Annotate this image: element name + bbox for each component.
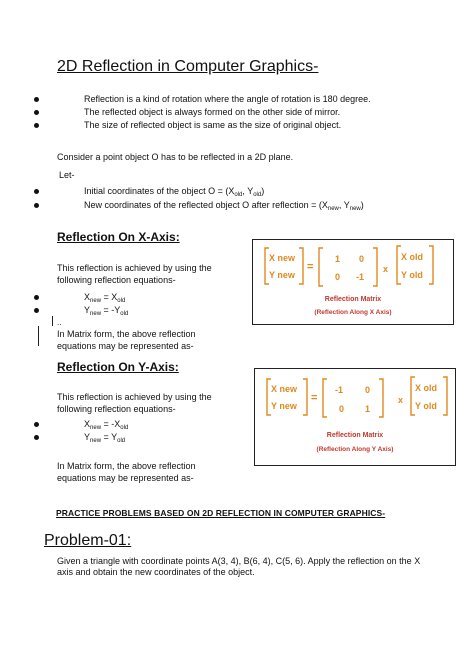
text-cursor <box>52 316 53 326</box>
matrix-cell: 0 <box>359 254 365 264</box>
ellipsis-text: .. <box>57 318 62 327</box>
intro-bullet-list <box>34 93 454 132</box>
y-axis-heading: Reflection On Y-Axis: <box>57 360 179 374</box>
x-axis-equations <box>34 291 234 317</box>
matrix-cell: 0 <box>365 385 371 395</box>
bullet-icon <box>34 203 39 208</box>
matrix-cell: 1 <box>365 404 371 414</box>
matrix-caption: Reflection Matrix <box>326 432 384 439</box>
x-axis-matrix-description: In Matrix form, the above reflection equations may be represented as- <box>57 329 196 351</box>
list-item: Reflection is a kind of rotation where the angle of rotation is 180 degree. <box>34 93 454 106</box>
practice-heading: PRACTICE PROBLEMS BASED ON 2D REFLECTION IN COMPUTER GRAPHICS- <box>56 508 386 518</box>
x-axis-description: This reflection is achieved by using the following reflection equations- <box>57 263 212 285</box>
matrix-caption: Reflection Matrix <box>324 296 382 303</box>
matrix-subcaption: (Reflection Along X Axis) <box>314 309 392 316</box>
bullet-icon <box>34 308 39 313</box>
x-axis-heading: Reflection On X-Axis: <box>57 230 180 244</box>
list-item: New coordinates of the reflected object O after reflection = ($X_{new}$, $Y_{new}$) <box>34 199 464 213</box>
let-text: Let- <box>59 170 75 180</box>
lhs-y-new: Y new <box>269 270 295 280</box>
rhs-y-old: Y old <box>401 270 423 280</box>
matrix-subcaption: (Reflection Along Y Axis) <box>316 446 394 453</box>
list-item: The reflected object is always formed on the other side of mirror. <box>34 106 454 119</box>
matrix-cell: 0 <box>335 272 341 282</box>
text-cursor <box>38 326 39 346</box>
rhs-x-old: X old <box>415 383 437 393</box>
lhs-x-new: X new <box>271 384 298 394</box>
y-axis-matrix-description: In Matrix form, the above reflection equations may be represented as- <box>57 461 196 483</box>
problem-heading: Problem-01: <box>44 532 132 549</box>
matrix-cell: -1 <box>356 272 365 282</box>
svg-text:x: x <box>398 395 404 405</box>
y-axis-equations <box>34 418 234 444</box>
svg-text:=: = <box>311 392 318 404</box>
svg-text:x: x <box>383 264 389 274</box>
matrix-cell: 1 <box>335 254 341 264</box>
list-item: The size of reflected object is same as the size of original object. <box>34 119 454 132</box>
bullet-icon <box>34 435 39 440</box>
y-axis-reflection-matrix <box>254 368 456 466</box>
list-item: Initial coordinates of the object $O = (X_{old}$, $Y_{old}$) <box>34 185 464 199</box>
bullet-icon <box>34 295 39 300</box>
list-item: $Y_{new} = -Y_{old}$ <box>34 304 234 317</box>
bullet-icon <box>34 123 39 128</box>
rhs-y-old: Y old <box>415 401 437 411</box>
svg-text:=: = <box>307 261 314 273</box>
matrix-cell: 0 <box>339 404 345 414</box>
lhs-x-new: X new <box>269 253 296 263</box>
bullet-icon <box>34 189 39 194</box>
lhs-y-new: Y new <box>271 401 297 411</box>
page-title: 2D Reflection in Computer Graphics- <box>57 58 319 75</box>
matrix-cell: -1 <box>335 385 344 395</box>
bullet-icon <box>34 110 39 115</box>
coordinate-bullet-list <box>34 185 464 213</box>
list-item: $X_{new} = -X_{old}$ <box>34 418 234 431</box>
rhs-x-old: X old <box>401 252 423 262</box>
list-item: $Y_{new} = Y_{old}$ <box>34 431 234 444</box>
bullet-icon <box>34 422 39 427</box>
bullet-icon <box>34 97 39 102</box>
list-item: $X_{new} = X_{old}$ <box>34 291 234 304</box>
y-axis-description: This reflection is achieved by using the following reflection equations- <box>57 392 212 414</box>
consider-text: Consider a point object O has to be reflected in a 2D plane. <box>57 152 294 162</box>
x-axis-reflection-matrix <box>252 239 454 325</box>
problem-text: Given a triangle with coordinate points A(3, 4), B(6, 4), C(5, 6). Apply the reflection on the X axis and obtain the new coordinates of the object. <box>57 556 421 577</box>
